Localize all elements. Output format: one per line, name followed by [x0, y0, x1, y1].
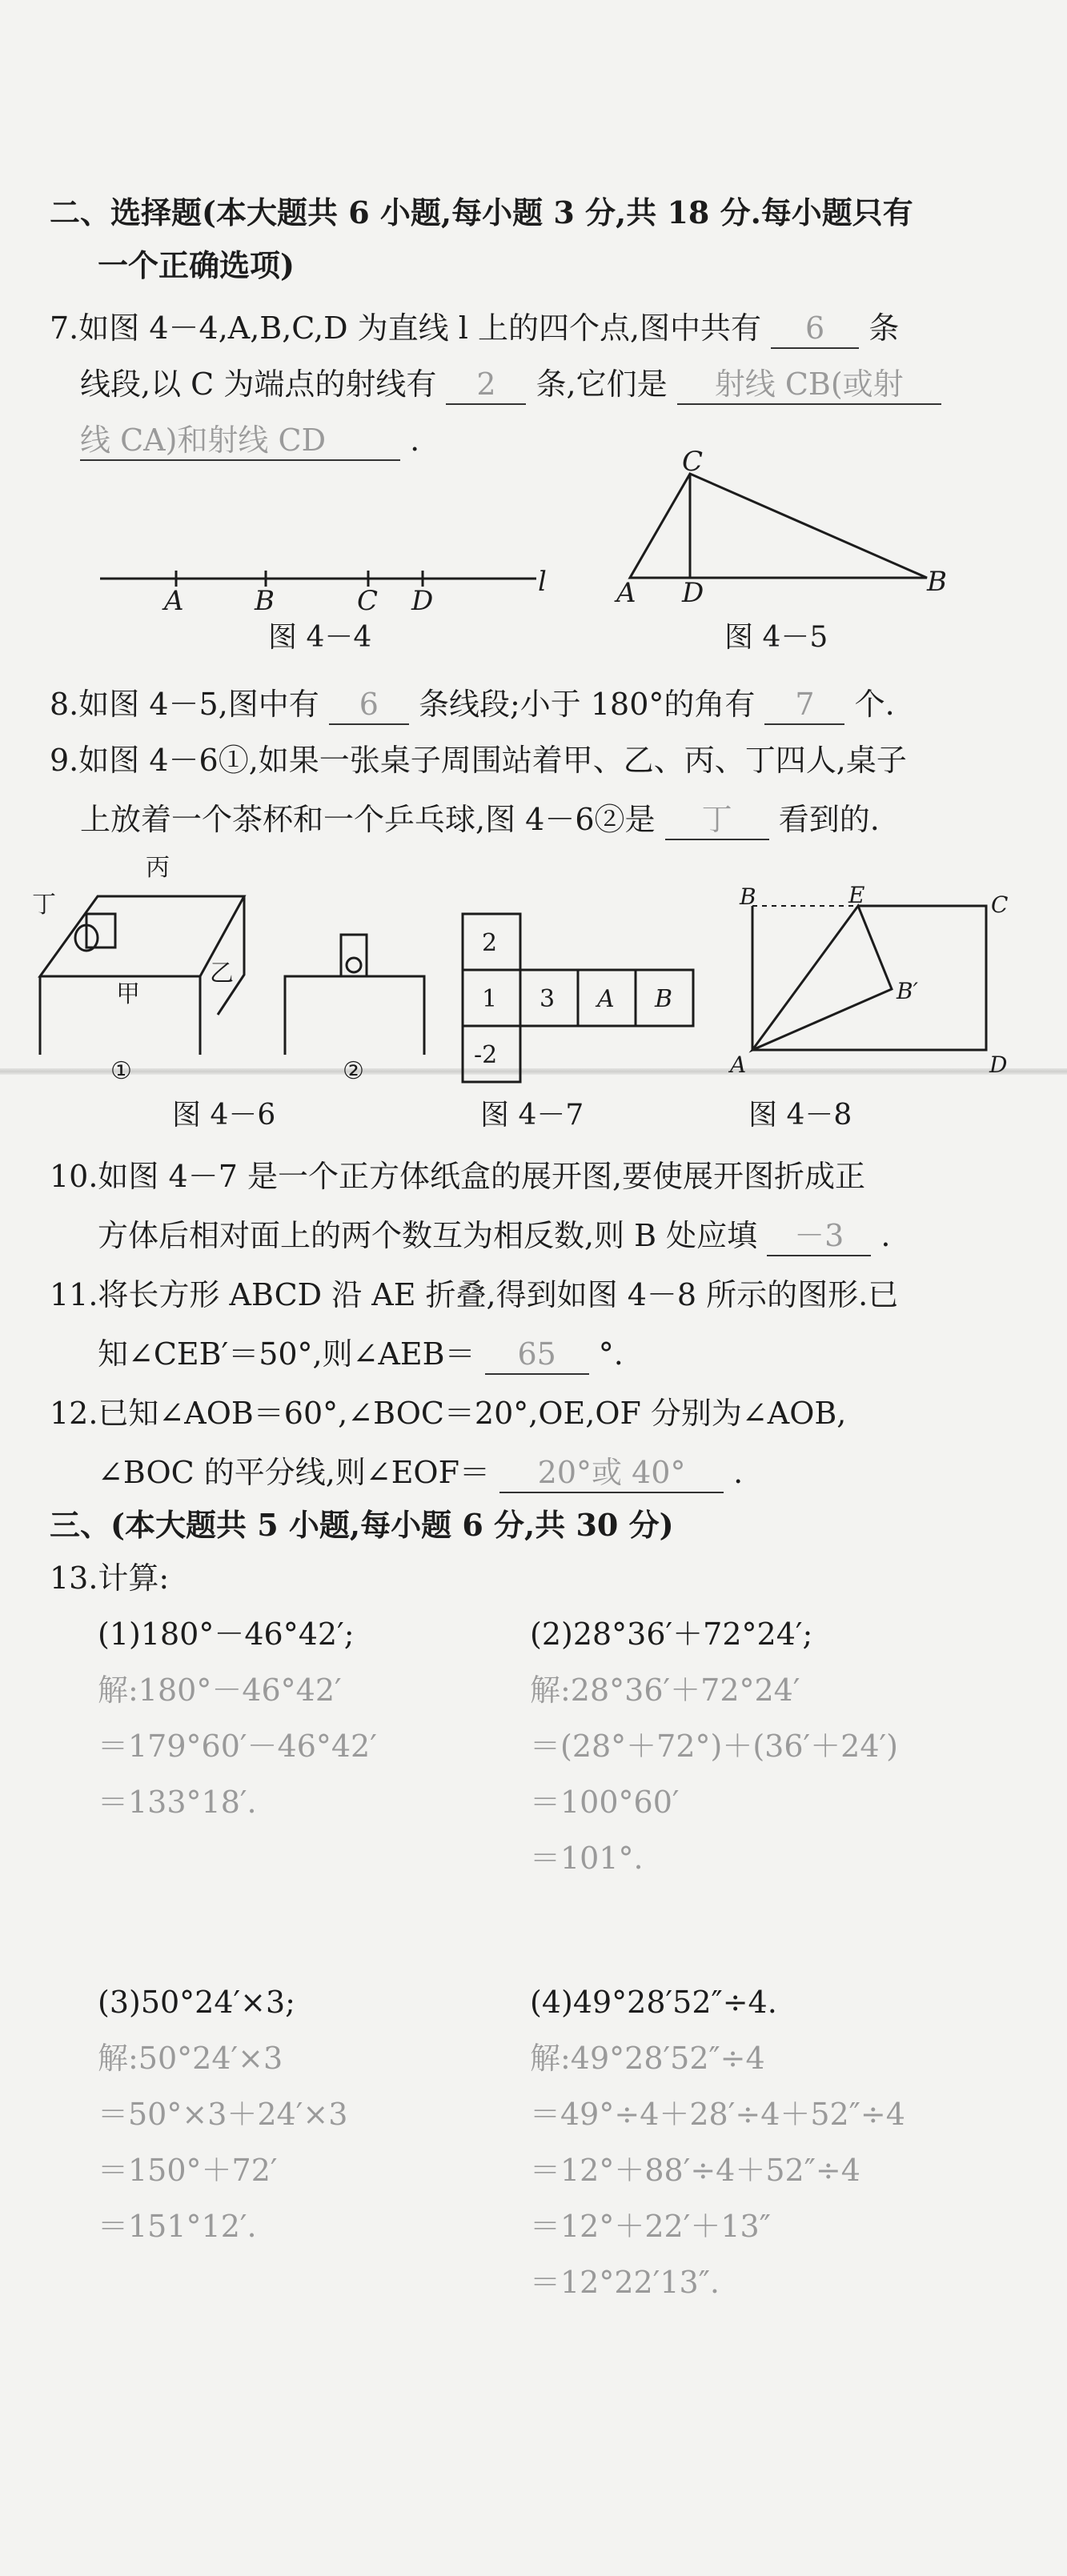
question-7-line2: 线段,以 C 为端点的射线有 2 条,它们是 射线 CB(或射 — [80, 362, 941, 407]
section2-header-cont: 一个正确选项) — [98, 247, 295, 283]
question-8: 8.如图 4－5,图中有 6 条线段;小于 180°的角有 7 个. — [50, 682, 895, 727]
question-10-line2: 方体后相对面上的两个数互为相反数,则 B 处应填 －3 . — [98, 1213, 890, 1258]
fig48-label: B — [740, 883, 756, 910]
fig48-label: D — [989, 1052, 1008, 1078]
fig45-label: A — [616, 577, 636, 609]
fig47-cell-text: 1 — [482, 985, 498, 1013]
section3-header: 三、(本大题共 5 小题,每小题 6 分,共 30 分) — [50, 1507, 674, 1543]
fig48-folded-triangle — [752, 906, 892, 1050]
q11-answer: 65 — [485, 1335, 589, 1375]
question-9-line2: 上放着一个茶杯和一个乒乓球,图 4－6②是 丁 看到的. — [80, 797, 880, 842]
q13-part3-solution-line: ＝50°×3＋24′×3 — [98, 2097, 348, 2132]
q13-part4-solution-line: 解:49°28′52″÷4 — [530, 2041, 765, 2076]
q13-part1-question: (1)180°－46°42′; — [98, 1617, 355, 1652]
fig45-label: D — [682, 577, 704, 609]
q7-answer-rays: 2 — [446, 365, 526, 405]
question-12-line1: 12.已知∠AOB＝60°,∠BOC＝20°,OE,OF 分别为∠AOB, — [50, 1396, 847, 1431]
fig48-rectangle — [752, 906, 986, 1050]
q13-part2-solution-line: ＝(28°＋72°)＋(36′＋24′) — [530, 1729, 898, 1764]
fig45-caption: 图 4－5 — [724, 621, 828, 654]
question-10-line1: 10.如图 4－7 是一个正方体纸盒的展开图,要使展开图折成正 — [50, 1159, 866, 1194]
fig47-cell-text: A — [597, 985, 615, 1013]
fig45-triangle — [630, 474, 927, 578]
q13-part1-solution-line: ＝133°18′. — [98, 1785, 257, 1820]
q8-answer-angles: 7 — [764, 685, 844, 725]
fig48-label: C — [991, 891, 1009, 918]
fig46-label: 乙 — [210, 959, 234, 988]
q13-part4-solution-line: ＝12°＋22′＋13″ — [530, 2209, 771, 2244]
fig44-label: B — [255, 585, 275, 617]
fig46-label: 丁 — [32, 891, 56, 919]
fig46-caption: 图 4－6 — [172, 1099, 276, 1132]
q8-answer-segments: 6 — [329, 685, 409, 725]
fig48-label: E — [848, 882, 865, 908]
fig47-cell-text: 2 — [482, 929, 498, 957]
question-12-line2: ∠BOC 的平分线,则∠EOF＝ 20°或 40° . — [98, 1450, 743, 1495]
q13-part3-solution-line: 解:50°24′×3 — [98, 2041, 283, 2076]
fig44-label: C — [357, 585, 379, 617]
fig45-label: C — [682, 446, 704, 478]
fig46-label: 丙 — [146, 854, 170, 882]
fig46-label: 甲 — [116, 980, 140, 1008]
fig48-label: B′ — [897, 978, 918, 1004]
q7-answer-rays-list: 射线 CB(或射 — [677, 365, 941, 405]
q13-part2-solution-line: 解:28°36′＋72°24′ — [530, 1673, 800, 1708]
fig46-view-table — [285, 976, 424, 1055]
q13-part2-solution-line: ＝100°60′ — [530, 1785, 680, 1820]
question-7-line3: 线 CA)和射线 CD . — [80, 418, 419, 463]
fig47-caption: 图 4－7 — [480, 1099, 584, 1132]
question-11-line1: 11.将长方形 ABCD 沿 AE 折叠,得到如图 4－8 所示的图形.已 — [50, 1277, 899, 1312]
q7-answer-rays-list-cont: 线 CA)和射线 CD — [80, 421, 400, 461]
fig47-cell-text: 3 — [540, 985, 556, 1013]
q13-part3-solution-line: ＝151°12′. — [98, 2209, 257, 2244]
fig45-label: B — [927, 566, 947, 598]
q13-part2-solution-line: ＝101°. — [530, 1841, 644, 1876]
fig44-label: D — [411, 585, 434, 617]
fig44-label: A — [164, 585, 184, 617]
q13-part4-solution-line: ＝12°22′13″. — [530, 2265, 720, 2300]
q13-part3-solution-line: ＝150°＋72′ — [98, 2153, 278, 2188]
q12-answer: 20°或 40° — [499, 1453, 724, 1493]
q7-answer-count: 6 — [771, 309, 859, 349]
q9-answer: 丁 — [665, 800, 769, 840]
fig46-sub: ② — [343, 1057, 364, 1085]
fig44-caption: 图 4－4 — [268, 621, 372, 654]
fig47-cell-text: -2 — [474, 1041, 498, 1069]
question-11-line2: 知∠CEB′＝50°,则∠AEB＝ 65 °. — [98, 1332, 624, 1376]
fig46-view-ball — [347, 958, 361, 972]
q13-part4-solution-line: ＝49°÷4＋28′÷4＋52″÷4 — [530, 2097, 905, 2132]
question-7-line1: 7.如图 4－4,A,B,C,D 为直线 l 上的四个点,图中共有 6 条 — [50, 306, 899, 351]
q10-answer: －3 — [767, 1216, 871, 1256]
fig48-rectangle-dashed — [752, 906, 986, 1050]
section2-header: 二、选择题(本大题共 6 小题,每小题 3 分,共 18 分.每小题只有 — [50, 194, 913, 230]
q13-part1-solution-line: ＝179°60′－46°42′ — [98, 1729, 377, 1764]
q13-part4-solution-line: ＝12°＋88′÷4＋52″÷4 — [530, 2153, 860, 2188]
fig46-sub: ① — [110, 1057, 132, 1085]
fig46-view-cup — [341, 935, 367, 976]
fig48-label: A — [730, 1052, 747, 1078]
question-13-title: 13.计算: — [50, 1560, 170, 1596]
q13-part3-question: (3)50°24′×3; — [98, 1985, 295, 2020]
q13-part4-question: (4)49°28′52″÷4. — [530, 1985, 777, 2020]
fig44-line-label: l — [538, 566, 547, 598]
q13-part1-solution-line: 解:180°－46°42′ — [98, 1673, 342, 1708]
q13-part2-question: (2)28°36′＋72°24′; — [530, 1617, 813, 1652]
fig48-caption: 图 4－8 — [748, 1099, 852, 1132]
fig47-cell-text: B — [655, 985, 673, 1013]
question-9-line1: 9.如图 4－6①,如果一张桌子周围站着甲、乙、丙、丁四人,桌子 — [50, 743, 907, 778]
fig46-cup — [86, 914, 115, 947]
